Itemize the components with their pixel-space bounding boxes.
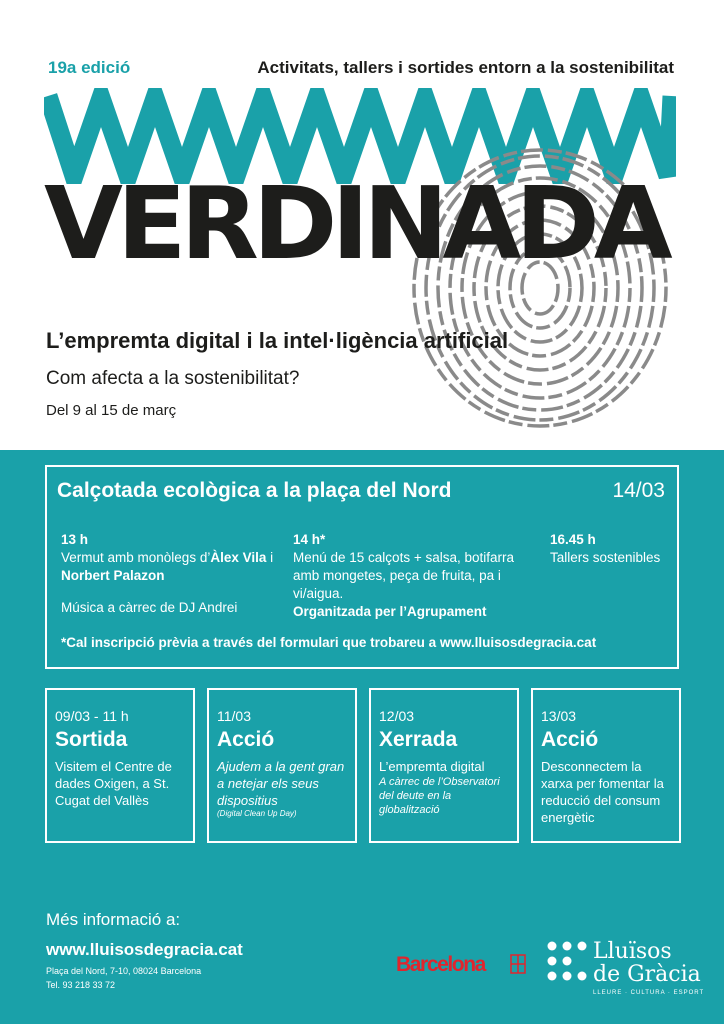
card-text: Desconnectem la xarxa per fomentar la reducció del consum energètic bbox=[541, 759, 664, 825]
card-note: (Digital Clean Up Day) bbox=[217, 809, 297, 818]
barcelona-logo: Barcelona bbox=[396, 953, 485, 976]
card-date: 12/03 bbox=[379, 708, 415, 724]
menu-text: Menú de 15 calçots + salsa, botifarra amb mongetes, peça de fruita, pa i vi/aigua. bbox=[293, 550, 514, 601]
registration-note: *Cal inscripció prèvia a través del formulari que trobareu a www.lluisosdegracia.cat bbox=[61, 635, 597, 650]
card-date: 09/03 - 11 h bbox=[55, 708, 129, 724]
time-label: 16.45 h bbox=[550, 532, 596, 547]
card-date: 11/03 bbox=[217, 708, 251, 724]
schedule-column-2 bbox=[293, 531, 523, 621]
music-text: Música a càrrec de DJ Andrei bbox=[61, 600, 238, 615]
lluisos-logo-line-2: de Gràcia bbox=[593, 962, 701, 987]
time-label: 14 h* bbox=[293, 532, 326, 547]
program-section bbox=[0, 450, 724, 1024]
card-text: Visitem el Centre de dades Oxigen, a St. Cugat del Vallès bbox=[55, 759, 172, 808]
card-text: Ajudem a la gent gran a netejar els seus dispositius bbox=[217, 759, 345, 808]
time-label: 13 h bbox=[61, 532, 89, 547]
page-subtitle: L’empremta digital i la intel·ligència artificial bbox=[46, 328, 509, 353]
edition-label: 19a edició bbox=[48, 58, 131, 77]
card-type: Xerrada bbox=[379, 728, 458, 751]
card-note: A càrrec de l’Observatori del deute en la globalització bbox=[379, 776, 500, 816]
lluisos-logo-tagline: LLEURE · CULTURA · ESPORT bbox=[593, 990, 705, 996]
brand-title: VERDINADA bbox=[44, 165, 667, 282]
card-type: Sortida bbox=[55, 728, 128, 751]
workshops-text: Tallers sostenibles bbox=[550, 550, 661, 565]
card-date: 13/03 bbox=[541, 708, 577, 724]
address-text: Plaça del Nord, 7-10, 08024 Barcelona bbox=[46, 966, 202, 976]
feature-date: 14/03 bbox=[612, 479, 665, 502]
lluisos-logo-dots-icon bbox=[546, 940, 588, 982]
barcelona-crest-icon bbox=[509, 953, 527, 975]
event-card bbox=[207, 688, 357, 843]
website-link[interactable]: www.lluisosdegracia.cat bbox=[46, 940, 243, 959]
tagline: Activitats, tallers i sortides entorn a la sostenibilitat bbox=[257, 58, 674, 77]
schedule-column-3 bbox=[550, 531, 675, 567]
phone-text: Tel. 93 218 33 72 bbox=[46, 980, 116, 990]
vermut-text: Vermut amb monòlegs d’Àlex Vila i Norbert Palazon bbox=[61, 550, 274, 583]
event-card bbox=[369, 688, 519, 843]
event-card bbox=[45, 688, 195, 843]
event-card bbox=[531, 688, 681, 843]
organizer-text: Organitzada per l’Agrupament bbox=[293, 604, 487, 619]
question-line: Com afecta a la sostenibilitat? bbox=[46, 368, 300, 389]
card-text: L’empremta digital bbox=[379, 759, 485, 774]
header-section bbox=[0, 0, 724, 450]
date-range: Del 9 al 15 de març bbox=[46, 402, 177, 419]
card-type: Acció bbox=[541, 728, 599, 751]
card-type: Acció bbox=[217, 728, 275, 751]
lluisos-logo-line-1: Lluïsos bbox=[593, 939, 672, 964]
more-info-label: Més informació a: bbox=[46, 910, 181, 929]
schedule-column-1 bbox=[61, 531, 281, 617]
feature-title: Calçotada ecològica a la plaça del Nord bbox=[57, 479, 452, 502]
feature-event-box bbox=[45, 465, 679, 669]
